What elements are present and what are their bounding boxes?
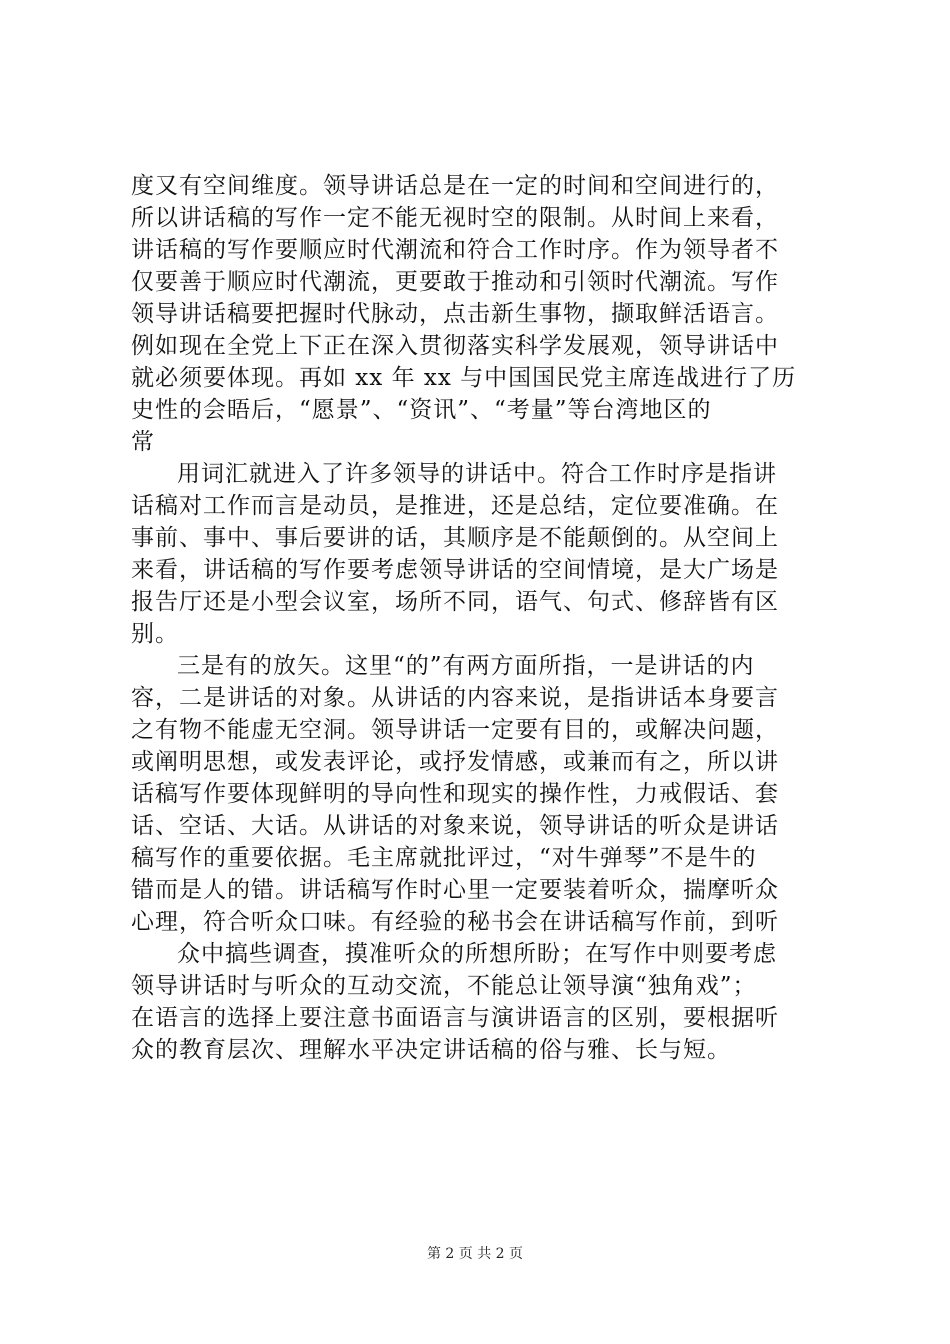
text-line: 话稿写作要体现鲜明的导向性和现实的操作性，力戒假话、套	[131, 781, 779, 807]
text-line: 报告厅还是小型会议室，场所不同，语气、句式、修辞皆有区	[131, 589, 779, 615]
text-line: 讲话稿的写作要顺应时代潮流和符合工作时序。作为领导者不	[131, 237, 779, 263]
paragraph-1	[131, 170, 821, 458]
text-line: 就必须要体现。再如 xx 年 xx 与中国国民党主席连战进行了历	[131, 365, 797, 391]
text-line: 众中搞些调查，摸准听众的所想所盼；在写作中则要考虑	[177, 941, 777, 967]
text-line: 三是有的放矢。这里“的”有两方面所指，一是讲话的内	[177, 653, 755, 679]
paragraph-2	[131, 458, 821, 650]
text-line: 常	[131, 429, 155, 455]
text-line: 来看，讲话稿的写作要考虑领导讲话的空间情境，是大广场是	[131, 557, 779, 583]
text-line: 心理，符合听众口味。有经验的秘书会在讲话稿写作前，到听	[131, 909, 779, 935]
text-line: 所以讲话稿的写作一定不能无视时空的限制。从时间上来看，	[131, 205, 779, 231]
page-number-footer: 第 2 页 共 2 页	[426, 1246, 524, 1262]
paragraph-4	[131, 938, 821, 1066]
text-line: 例如现在全党上下正在深入贯彻落实科学发展观，领导讲话中	[131, 333, 779, 359]
text-line: 众的教育层次、理解水平决定讲话稿的俗与雅、长与短。	[131, 1037, 731, 1063]
text-line: 或阐明思想，或发表评论，或抒发情感，或兼而有之，所以讲	[131, 749, 779, 775]
text-line: 之有物不能虚无空洞。领导讲话一定要有目的，或解决问题，	[131, 717, 779, 743]
text-line: 话稿对工作而言是动员，是推进，还是总结，定位要准确。在	[131, 493, 779, 519]
text-line: 在语言的选择上要注意书面语言与演讲语言的区别，要根据听	[131, 1005, 779, 1031]
paragraph-3	[131, 650, 821, 938]
text-line: 错而是人的错。讲话稿写作时心里一定要装着听众，揣摩听众	[131, 877, 779, 903]
text-line: 事前、事中、事后要讲的话，其顺序是不能颠倒的。从空间上	[131, 525, 779, 551]
text-line: 话、空话、大话。从讲话的对象来说，领导讲话的听众是讲话	[131, 813, 779, 839]
text-line: 仅要善于顺应时代潮流，更要敢于推动和引领时代潮流。写作	[131, 269, 779, 295]
text-line: 领导讲话时与听众的互动交流，不能总让领导演“独角戏”；	[131, 973, 757, 999]
text-line: 用词汇就进入了许多领导的讲话中。符合工作时序是指讲	[177, 461, 777, 487]
text-line: 领导讲话稿要把握时代脉动，点击新生事物，撷取鲜活语言。	[131, 301, 779, 327]
text-line: 度又有空间维度。领导讲话总是在一定的时间和空间进行的，	[131, 173, 779, 199]
text-line: 史性的会晤后，“愿景”、“资讯”、“考量”等台湾地区的	[131, 397, 712, 423]
text-line: 容，二是讲话的对象。从讲话的内容来说，是指讲话本身要言	[131, 685, 779, 711]
body-text	[131, 170, 821, 1066]
text-line: 别。	[131, 621, 179, 647]
text-line: 稿写作的重要依据。毛主席就批评过，“对牛弹琴”不是牛的	[131, 845, 757, 871]
